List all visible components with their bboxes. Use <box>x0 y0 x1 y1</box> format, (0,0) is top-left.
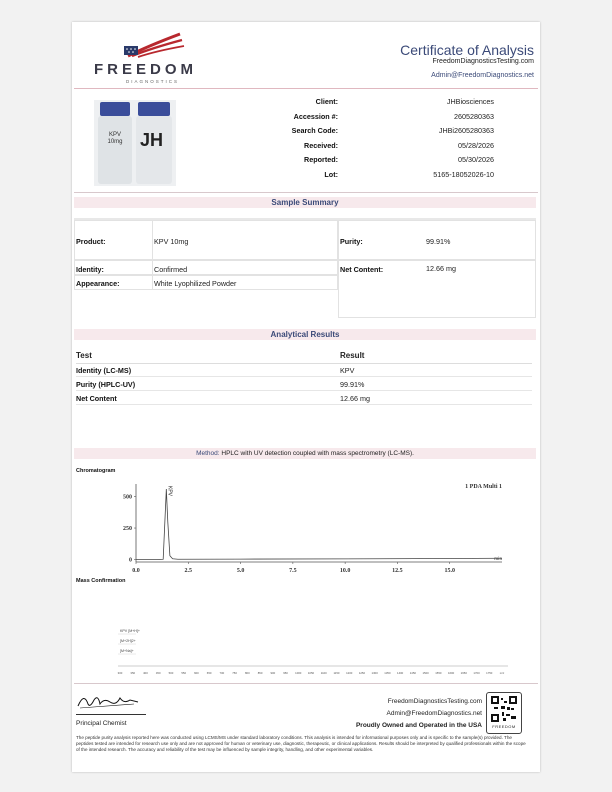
appearance-value: White Lyophilized Powder <box>154 279 237 288</box>
method-band <box>74 448 536 459</box>
purity-label: Purity: <box>340 237 363 246</box>
info-label: Search Code: <box>291 126 338 136</box>
mass-x-tick-label: 1100 <box>320 671 327 675</box>
mass-x-tick-label: 1000 <box>295 671 302 675</box>
result-value: 99.91% <box>340 380 365 389</box>
x-tick-label: 2.5 <box>184 568 193 574</box>
mass-x-tick-label: 900 <box>270 671 276 675</box>
disclaimer: The peptide purity analysis reported here was conducted using LCMS/MS under standard laboratory conditions. This analysis is intended for informational purposes only and is specific to the sample(s) provided. The peptides tested are intended for research use only and are not approved for human or veterinary use, diagnostic, therapeutic, or clinical applications. Results should be interpreted by qualified professionals within the scope of the intended research. The accuracy and reliability of the test may be influenced by sample integrity, handling, and other experimental variables. <box>76 735 526 752</box>
vial-right <box>136 102 172 184</box>
mass-confirmation-chart <box>112 626 512 680</box>
mass-legend-entry: [M+2H]2+ <box>120 639 136 643</box>
footer-tagline: Proudly Owned and Operated in the USA <box>355 722 482 729</box>
mass-x-tick-label: 600 <box>194 671 199 675</box>
mass-x-tick-label: 1450 <box>409 671 416 675</box>
product-value: KPV 10mg <box>154 237 189 246</box>
result-test: Net Content <box>76 394 117 403</box>
mass-x-tick-label: 1350 <box>384 671 391 675</box>
y-tick-label: 250 <box>123 526 132 533</box>
detector-label: 1 PDA Multi 1 <box>465 484 502 490</box>
mass-x-tick-label: 700 <box>219 671 225 675</box>
header-email: Admin@FreedomDiagnostics.net <box>431 72 534 79</box>
sample-summary-heading: Sample Summary <box>74 197 536 208</box>
appearance-label: Appearance: <box>76 279 120 288</box>
chromatogram-title: Chromatogram <box>76 468 116 474</box>
mass-x-tick-label: 300 <box>117 671 123 675</box>
info-value: 05/28/2026 <box>458 140 494 150</box>
x-tick-label: 10.0 <box>339 568 351 574</box>
x-tick-label: 12.5 <box>392 568 403 574</box>
col-result-header: Result <box>340 351 365 360</box>
page-title: Certificate of Analysis <box>400 42 534 58</box>
mass-x-tick-label: 1250 <box>358 671 366 675</box>
y-tick-label: 500 <box>123 494 132 501</box>
freedom-logo <box>88 32 208 82</box>
identity-label: Identity: <box>76 265 104 274</box>
x-tick-label: 7.5 <box>289 568 297 574</box>
peak-label: KPV <box>166 486 173 497</box>
info-value: JHBi2605280363 <box>438 126 494 136</box>
info-value: 05/30/2026 <box>458 155 494 165</box>
results-row <box>76 378 532 391</box>
results-header-row <box>76 350 532 364</box>
method-text: HPLC with UV detection coupled with mass spectrometry (LC-MS). <box>221 450 414 457</box>
result-value: KPV <box>340 366 355 375</box>
product-label: Product: <box>76 237 106 246</box>
info-value: 5165-18052026-10 <box>433 170 494 179</box>
footer-website: FreedomDiagnosticsTesting.com <box>387 698 482 705</box>
mass-x-tick-label: 1150 <box>333 671 340 675</box>
info-label: Lot: <box>324 170 338 179</box>
flag-logo-icon <box>118 32 188 58</box>
mass-x-tick-label: 800 <box>244 671 250 675</box>
y-tick-label: 0 <box>129 557 132 564</box>
qr-caption: FREEDOM <box>492 724 516 729</box>
chart-divider <box>74 683 538 684</box>
info-label: Client: <box>315 97 338 106</box>
results-row <box>76 392 532 405</box>
vial-left-label: KPV 10mg <box>107 132 123 145</box>
identity-value: Confirmed <box>154 265 188 274</box>
analytical-results-heading: Analytical Results <box>74 329 536 340</box>
x-unit-label: min <box>494 557 502 562</box>
info-divider <box>74 192 538 193</box>
mass-x-tick-label: 950 <box>283 671 288 675</box>
mass-x-tick-label: 1400 <box>397 671 404 675</box>
header-divider <box>74 88 538 89</box>
mass-x-tick-label: 550 <box>181 671 187 675</box>
purity-value: 99.91% <box>426 237 451 246</box>
chromatogram-series-line <box>136 489 502 559</box>
signer-title: Principal Chemist <box>76 720 127 727</box>
qr-code <box>486 692 522 734</box>
mass-x-tick-label: 1500 <box>422 671 429 675</box>
signature <box>76 690 140 712</box>
chromatogram-chart <box>112 476 512 576</box>
info-value: 2605280363 <box>454 111 494 121</box>
header-website: FreedomDiagnosticsTesting.com <box>432 58 534 65</box>
info-label: Reported: <box>304 155 338 165</box>
mass-x-tick-label: 350 <box>130 671 136 675</box>
net-content-label: Net Content: <box>340 265 384 274</box>
mass-x-tick-label: 1550 <box>435 671 442 675</box>
result-value: 12.66 mg <box>340 394 370 403</box>
vial-left <box>98 102 132 184</box>
x-tick-label: 0.0 <box>132 568 140 574</box>
footer-email: Admin@FreedomDiagnostics.net <box>386 710 482 717</box>
product-photo <box>94 100 176 186</box>
mass-x-tick-label: 450 <box>155 671 161 675</box>
col-test-header: Test <box>76 351 92 360</box>
logo-text: FREEDOM <box>94 61 197 78</box>
x-tick-label: 15.0 <box>444 568 455 574</box>
result-test: Identity (LC-MS) <box>76 366 132 375</box>
certificate-page <box>72 22 540 772</box>
mass-legend-entry: KPV [M+H]+ <box>120 629 140 633</box>
info-label: Accession #: <box>293 111 338 121</box>
mass-confirmation-title: Mass Confirmation <box>76 578 126 584</box>
mass-x-tick-label: m/z <box>499 671 505 675</box>
mass-x-tick-label: 500 <box>168 671 174 675</box>
mass-x-tick-label: 1050 <box>307 671 315 675</box>
results-row <box>76 364 532 377</box>
result-test: Purity (HPLC-UV) <box>76 380 136 389</box>
x-tick-label: 5.0 <box>236 568 245 574</box>
mass-x-tick-label: 400 <box>143 671 148 675</box>
mass-x-tick-label: 1750 <box>486 671 493 675</box>
mass-x-tick-label: 1700 <box>473 671 480 675</box>
info-value: JHBiosciences <box>446 97 494 106</box>
net-content-value: 12.66 mg <box>426 264 456 273</box>
mass-legend-entry: [M+Na]+ <box>120 649 134 653</box>
mass-x-tick-label: 750 <box>232 671 237 675</box>
mass-x-tick-label: 650 <box>206 671 212 675</box>
mass-x-tick-label: 850 <box>257 671 263 675</box>
mass-x-tick-label: 1200 <box>346 671 353 675</box>
vial-right-label: JH <box>140 130 164 150</box>
mass-x-tick-label: 1300 <box>371 671 378 675</box>
mass-x-tick-label: 1650 <box>460 671 467 675</box>
signature-line <box>76 714 146 715</box>
info-label: Received: <box>304 140 338 150</box>
mass-x-tick-label: 1600 <box>447 671 455 675</box>
logo-subtext: DIAGNOSTICS <box>126 79 180 84</box>
qr-code-icon <box>491 696 517 722</box>
method-label: Method: <box>196 450 220 457</box>
